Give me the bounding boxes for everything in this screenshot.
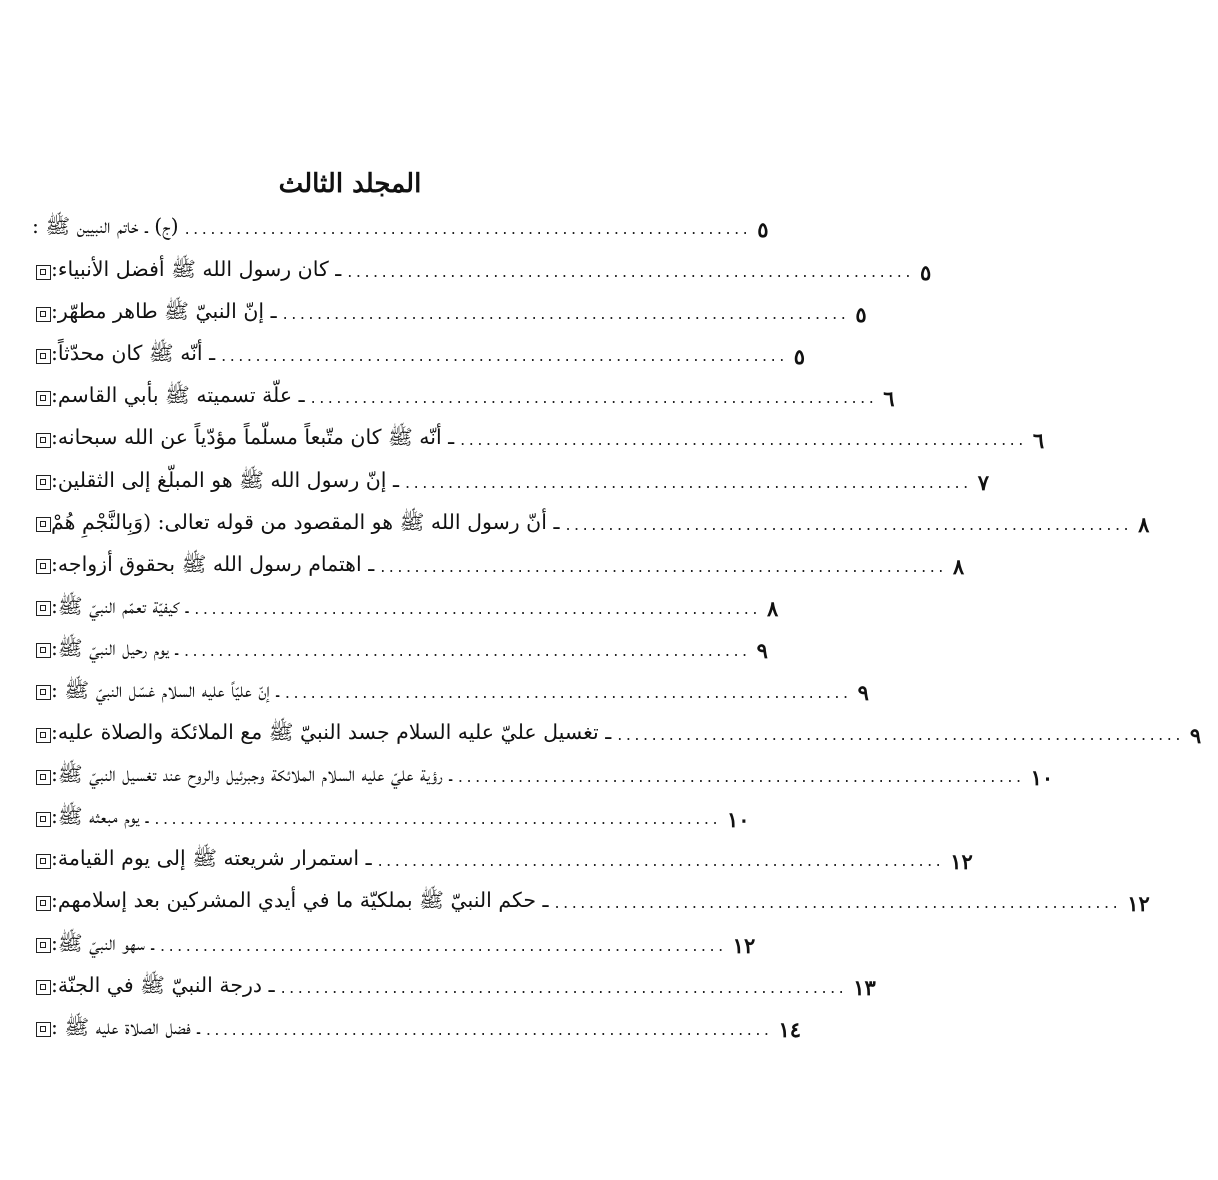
dot-leader: .................................................................. — [554, 893, 1122, 913]
dot-leader: .................................................................. — [194, 598, 761, 618]
toc-entry-label: ـ اهتمام رسول الله ﷺ بحقوق أزواجه: — [51, 551, 375, 576]
square-bullet-icon — [36, 475, 51, 490]
square-bullet-icon — [36, 980, 51, 995]
toc-page-number: ٦ — [883, 385, 895, 411]
table-of-contents — [32, 207, 1202, 1051]
dot-leader: .................................................................. — [405, 472, 972, 492]
toc-row — [32, 335, 806, 377]
dot-leader: .................................................................. — [205, 1019, 773, 1039]
square-bullet-icon — [36, 517, 51, 532]
toc-row — [32, 882, 1150, 924]
dot-leader: .................................................................. — [347, 262, 914, 282]
toc-page-number: ٨ — [1138, 512, 1150, 538]
toc-entry-label: ـ حكم النبيّ ﷺ بملكيّة ما في أيدي المشركين بعد إسلامهم: — [51, 888, 549, 913]
toc-row — [32, 630, 768, 672]
toc-entry-label: ـ أنّه ﷺ كان متّبعاً مسلّماً مؤدّياً عن الله سبحانه: — [51, 425, 455, 450]
toc-page-number: ٩ — [1189, 722, 1202, 748]
square-bullet-icon — [36, 433, 51, 448]
dot-leader: .................................................................. — [221, 346, 788, 366]
toc-entry-label: ـ أنّه ﷺ كان محدّثاً: — [51, 341, 216, 366]
toc-entry-label: ـ أنّ رسول الله ﷺ هو المقصود من قوله تعالى: (وَبِالنَّجْمِ هُمْ — [51, 509, 560, 534]
dot-leader: .................................................................. — [184, 219, 752, 238]
toc-entry-label: ـ رؤية عليّ عليه السلام الملائكة وجبرئيل والروح عند تغسيل النبيّ ﷺ: — [51, 762, 452, 787]
toc-row — [32, 251, 932, 293]
toc-row — [32, 504, 1150, 546]
toc-page-number: ١٢ — [732, 933, 756, 959]
toc-page-number: ٦ — [1032, 427, 1045, 453]
toc-page-number: ٩ — [756, 638, 768, 664]
toc-page-number: ٥ — [919, 259, 932, 285]
toc-entry-label: ـ كان رسول الله ﷺ أفضل الأنبياء: — [51, 257, 342, 282]
dot-leader: .................................................................. — [617, 725, 1184, 745]
toc-row — [32, 756, 1054, 798]
toc-entry-label: ـ تغسيل عليّ عليه السلام جسد النبيّ ﷺ مع الملائكة والصلاة عليه: — [51, 720, 612, 745]
toc-row — [32, 798, 750, 840]
toc-entry-label: ـ إنّ رسول الله ﷺ هو المبلّغ إلى الثقلين: — [51, 467, 400, 492]
toc-page-number: ٥ — [757, 216, 769, 242]
toc-entry-label: (ج) ـ خاتم النبيين ﷺ : — [32, 214, 179, 238]
square-bullet-icon — [36, 601, 51, 616]
dot-leader: .................................................................. — [460, 430, 1027, 450]
square-bullet-icon — [36, 854, 51, 869]
toc-page-number: ٥ — [793, 343, 806, 369]
square-bullet-icon — [36, 307, 51, 322]
toc-row — [32, 840, 973, 882]
square-bullet-icon — [36, 896, 51, 911]
toc-entry-label: ـ كيفيّة تعمّم النبيّ ﷺ: — [51, 593, 189, 618]
dot-leader: .................................................................. — [154, 809, 722, 829]
square-bullet-icon — [36, 265, 51, 280]
toc-row — [32, 672, 869, 714]
square-bullet-icon — [36, 728, 51, 743]
toc-row — [32, 461, 989, 503]
square-bullet-icon — [36, 685, 51, 700]
toc-entry-label: ـ إنّ عليّاً عليه السلام غسّل النبيّ ﷺ : — [51, 677, 279, 702]
toc-entry-label: ـ إنّ النبيّ ﷺ طاهر مطهّر: — [51, 299, 277, 324]
dot-leader: .................................................................. — [565, 514, 1133, 534]
dot-leader: .................................................................. — [280, 977, 848, 997]
toc-page-number: ١٢ — [1127, 890, 1150, 916]
toc-page-number: ٥ — [855, 301, 867, 327]
toc-row — [32, 588, 779, 630]
toc-page-number: ١٢ — [950, 848, 973, 874]
square-bullet-icon — [36, 559, 51, 574]
dot-leader: .................................................................. — [380, 556, 947, 576]
volume-title: المجلد الثالث — [278, 169, 422, 199]
square-bullet-icon — [36, 812, 51, 827]
toc-entry-label: ـ يوم رحيل النبيّ ﷺ: — [51, 635, 178, 660]
square-bullet-icon — [36, 1022, 51, 1037]
toc-entry-label: ـ يوم مبعثه ﷺ: — [51, 804, 149, 829]
square-bullet-icon — [36, 643, 51, 658]
toc-entry-label: ـ سهو النبيّ ﷺ: — [51, 930, 154, 955]
toc-row — [32, 967, 876, 1009]
dot-leader: .................................................................. — [183, 640, 751, 660]
toc-entry-label: ـ فضل الصلاة عليه ﷺ : — [51, 1014, 200, 1039]
toc-page-number: ١٠ — [1030, 764, 1054, 790]
toc-page-number: ١٠ — [727, 806, 750, 832]
square-bullet-icon — [36, 391, 51, 406]
toc-page-number: ٧ — [977, 470, 989, 496]
toc-row — [32, 714, 1202, 756]
dot-leader: .................................................................. — [282, 304, 850, 324]
dot-leader: .................................................................. — [377, 851, 945, 871]
square-bullet-icon — [36, 770, 51, 785]
toc-row — [32, 1009, 802, 1051]
toc-entry-label: ـ علّة تسميته ﷺ بأبي القاسم: — [51, 383, 305, 408]
toc-page-number: ١٤ — [778, 1017, 802, 1043]
toc-row — [32, 377, 895, 419]
toc-row — [32, 207, 769, 251]
dot-leader: .................................................................. — [160, 935, 727, 955]
toc-row — [32, 546, 965, 588]
toc-page-number: ١٣ — [853, 975, 876, 1001]
square-bullet-icon — [36, 349, 51, 364]
toc-row — [32, 925, 756, 967]
toc-entry-label: ـ درجة النبيّ ﷺ في الجنّة: — [51, 972, 275, 997]
dot-leader: .................................................................. — [310, 388, 878, 408]
dot-leader: .................................................................. — [284, 682, 852, 702]
dot-leader: .................................................................. — [457, 767, 1025, 787]
toc-page-number: ٨ — [952, 554, 965, 580]
toc-page-number: ٨ — [766, 596, 779, 622]
square-bullet-icon — [36, 938, 51, 953]
toc-page-number: ٩ — [857, 680, 869, 706]
toc-row — [32, 293, 867, 335]
toc-row — [32, 419, 1045, 461]
toc-entry-label: ـ استمرار شريعته ﷺ إلى يوم القيامة: — [51, 846, 372, 871]
